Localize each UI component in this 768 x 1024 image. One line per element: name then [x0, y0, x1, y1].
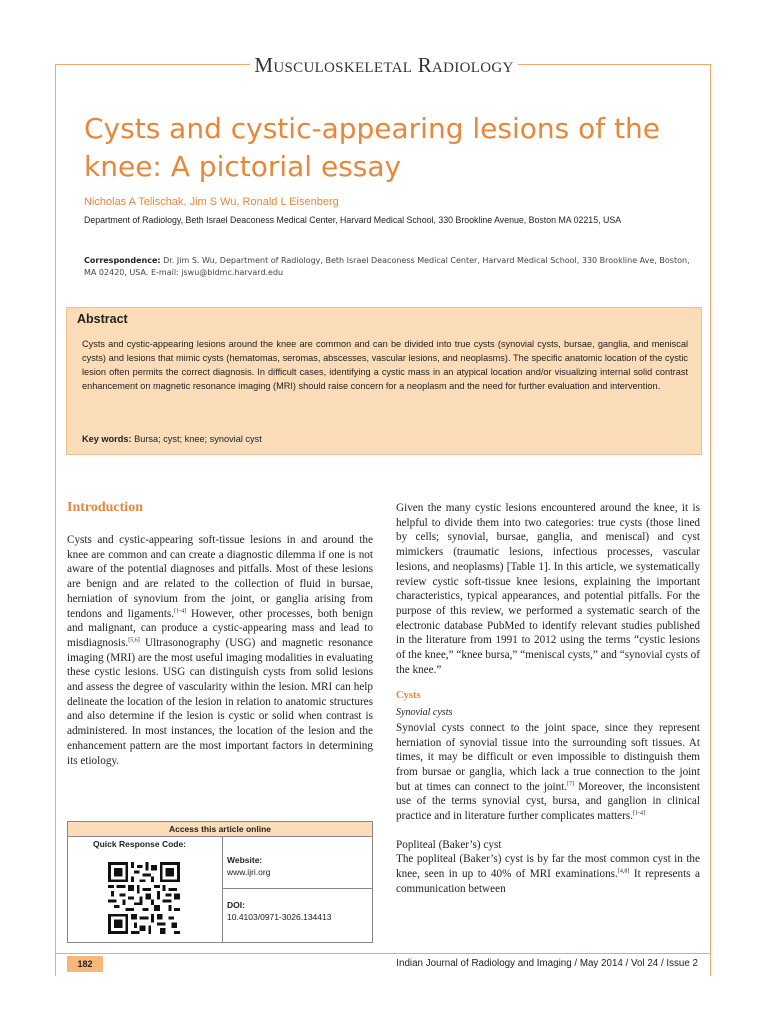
intro-heading: Introduction — [67, 500, 143, 515]
abstract-box — [66, 307, 702, 455]
website-cell — [222, 836, 372, 889]
popliteal-paragraph: The popliteal (Baker’s) cyst is by far the most common cyst in the knee, seen in up to 40% of MRI examinations.[4,8] It represents a communication between — [396, 853, 701, 895]
keywords-label: Key words: — [82, 434, 132, 444]
abstract-text: Cysts and cystic-appearing lesions around the knee are common and can be divided into true cysts (synovial cysts, bursae, ganglia, and meniscal cysts) and lesions that mimic cysts (hematomas, seromas, abscesses, vascular lesions, and neoplasms). The specific anatomic location of the cystic lesion often permits the correct diagnosis. In difficult cases, identifying a cystic mass in an atypical location and/or visualizing internal solid contrast enhancement on magnetic resonance imaging (MRI) should raise concern for a neoplasm and the need for further evaluation and intervention. — [82, 339, 688, 391]
cysts-heading: Cysts — [396, 690, 421, 702]
doi-cell — [222, 888, 372, 942]
qr-label: Quick Response Code: — [93, 839, 187, 849]
left-column — [67, 533, 373, 768]
qr-code-icon[interactable] — [108, 862, 180, 934]
doi-value[interactable]: 10.4103/0971-3026.134413 — [227, 912, 332, 922]
doi-label: DOI: — [227, 900, 245, 910]
section-label: Musculoskeletal Radiology — [254, 53, 514, 77]
authors: Nicholas A Telischak, Jim S Wu, Ronald L Eisenberg — [84, 196, 339, 208]
access-header: Access this article online — [68, 822, 372, 837]
correspondence — [84, 255, 694, 279]
synovial-cysts-subheading: Synovial cysts — [396, 707, 453, 719]
page-number: 182 — [67, 956, 103, 972]
popliteal-heading: Popliteal (Baker’s) cyst — [396, 838, 502, 851]
journal-citation: Indian Journal of Radiology and Imaging / May 2014 / Vol 24 / Issue 2 — [396, 958, 698, 969]
abstract-title: Abstract — [77, 312, 128, 326]
correspondence-text: Dr. Jim S. Wu, Department of Radiology, Beth Israel Deaconess Medical Center, Harvard Medical School, 330 Brookline Ave, Boston, MA 02420, USA. E-mail: jswu@bidmc.harvard.edu — [84, 256, 690, 277]
intro-paragraph-2: Given the many cystic lesions encountered around the knee, it is helpful to divide them into two categories: true cysts (those lined by cells; synovial, bursae, ganglia, and meniscal) and cyst mimickers (traumatic lesions, infectious processes, vascular lesions, and neoplasms) [Table 1]. In this article, we systematically review cystic soft-tissue knee lesions, explaining the important characteristics, typical appearances, and potential pitfalls. For the purpose of this review, we performed a systematic search of the electronic database PubMed to identify relevant studies published in the literature from 1991 to 2012 using the terms “cystic lesions of the knee,” “knee bursa,” “meniscal cysts,” and “synovial cysts of the knee.” — [396, 502, 700, 676]
right-column — [396, 501, 700, 897]
article-title: Cysts and cystic-appearing lesions of the knee: A pictorial essay — [84, 112, 660, 183]
access-article-box — [67, 821, 373, 943]
keywords — [82, 434, 262, 444]
correspondence-label: Correspondence: — [84, 256, 161, 265]
website-link[interactable]: www.ijri.org — [227, 867, 271, 877]
affiliation: Department of Radiology, Beth Israel Deaconess Medical Center, Harvard Medical School, 330 Brookline Avenue, Boston MA 02215, USA — [84, 215, 622, 225]
qr-cell — [68, 836, 223, 942]
section-header — [250, 50, 518, 80]
keywords-text: Bursa; cyst; knee; synovial cyst — [134, 434, 262, 444]
intro-paragraph-1: Cysts and cystic-appearing soft-tissue lesions in and around the knee are common and can create a diagnostic dilemma if one is not aware of the potential diagnoses and pitfalls. Most of these lesions are benign and are related to the collection of fluid in bursae, herniation of synovium from the joint, or ganglia arising from tendons and ligaments.[1-4] However, other processes, both benign and malignant, can produce a cystic-appearing mass and lead to misdiagnosis.[5,6] Ultrasonography (USG) and magnetic resonance imaging (MRI) are the most useful imaging modalities in evaluating these cystic lesions. USG can distinguish cysts from solid lesions and assess the degree of vascularity within the lesion. MRI can help delineate the location of the lesion in relation to anatomic structures and also determine if the lesion is cystic or solid when contrast is administered. In most instances, the location of the lesion and the enhancement pattern are the most important factors in determining its etiology. — [67, 534, 373, 767]
website-label: Website: — [227, 855, 263, 865]
synovial-cysts-paragraph: Synovial cysts connect to the joint space, since they represent herniation of synovial tissue into the surrounding soft tissues. At times, it may be difficult or even impossible to distinguish them from bursae or ganglia, which lack a true connection to the joint but at times can connect to the joint.[7] Moreover, the inconsistent use of the terms synovial cyst, bursa, and ganglion in clinical practice and in literature further complicates matters.[1-4] — [396, 721, 700, 823]
